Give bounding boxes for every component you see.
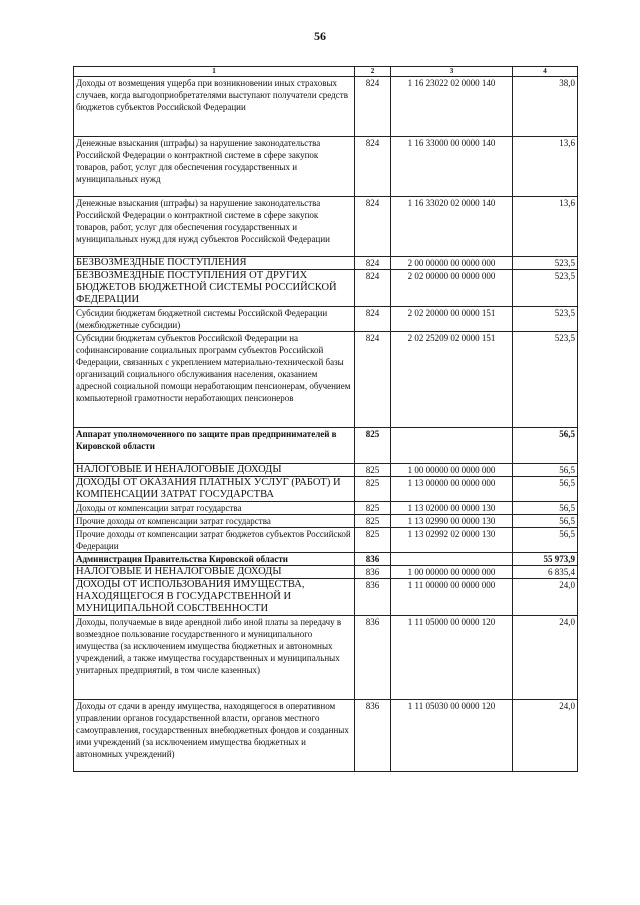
- admin-code-cell: 825: [355, 515, 391, 528]
- budget-code-cell: [391, 428, 513, 464]
- table-header-row: [74, 67, 578, 77]
- budget-code-cell: 1 16 23022 02 0000 140: [391, 77, 513, 137]
- amount-cell: 24,0: [513, 616, 578, 700]
- table-row: [74, 528, 578, 553]
- budget-code-cell: 1 16 33020 02 0000 140: [391, 197, 513, 257]
- budget-code-cell: 1 11 00000 00 0000 000: [391, 579, 513, 616]
- row-name-cell: НАЛОГОВЫЕ И НЕНАЛОГОВЫЕ ДОХОДЫ: [74, 464, 355, 477]
- table-row: [74, 502, 578, 515]
- table-row: [74, 566, 578, 579]
- admin-code-cell: 825: [355, 528, 391, 553]
- header-cell: 3: [391, 67, 513, 77]
- row-name-cell: Доходы, получаемые в виде арендной либо иной платы за передачу в возмездное пользование государственного и муниципального имущества (за исключением имущества бюджетных и автономных учреждений, а также имущества государственных и муниципальных унитарных предприятий, в том числе казенных): [74, 616, 355, 700]
- row-name-cell: Доходы от сдачи в аренду имущества, находящегося в оперативном управлении органов государственной власти, органов местного самоуправления, государственных внебюджетных фондов и созданных ими учреждений (за исключением имущества бюджетных и автономных учреждений): [74, 700, 355, 772]
- amount-cell: 55 973,9: [513, 553, 578, 566]
- budget-code-cell: 2 02 20000 00 0000 151: [391, 307, 513, 332]
- row-name-cell: Аппарат уполномоченного по защите прав предпринимателей в Кировской области: [74, 428, 355, 464]
- table-row: [74, 553, 578, 566]
- amount-cell: 56,5: [513, 477, 578, 502]
- admin-code-cell: 825: [355, 428, 391, 464]
- row-name-cell: Денежные взыскания (штрафы) за нарушение законодательства Российской Федерации о контрактной системе в сфере закупок товаров, работ, услуг для обеспечения государственных и муниципальных нужд: [74, 137, 355, 197]
- admin-code-cell: 825: [355, 502, 391, 515]
- page-number: 56: [314, 29, 326, 43]
- row-name-cell: Денежные взыскания (штрафы) за нарушение законодательства Российской Федерации о контрактной системе в сфере закупок товаров, работ, услуг для обеспечения государственных и муниципальных нужд для нужд субъектов Российской Федерации: [74, 197, 355, 257]
- amount-cell: 56,5: [513, 515, 578, 528]
- header-cell: 1: [74, 67, 355, 77]
- table-row: [74, 464, 578, 477]
- table-row: [74, 616, 578, 700]
- row-name-cell: Администрация Правительства Кировской области: [74, 553, 355, 566]
- revenue-table: [73, 66, 578, 772]
- table-row: [74, 197, 578, 257]
- amount-cell: 24,0: [513, 579, 578, 616]
- budget-code-cell: 1 13 02000 00 0000 130: [391, 502, 513, 515]
- budget-code-cell: 2 02 00000 00 0000 000: [391, 270, 513, 307]
- table-row: [74, 307, 578, 332]
- row-name-cell: БЕЗВОЗМЕЗДНЫЕ ПОСТУПЛЕНИЯ ОТ ДРУГИХ БЮДЖЕТОВ БЮДЖЕТНОЙ СИСТЕМЫ РОССИЙСКОЙ ФЕДЕРАЦИИ: [74, 270, 355, 307]
- row-name-cell: Доходы от возмещения ущерба при возникновении иных страховых случаев, когда выгодоприобретателями выступают получатели средств бюджетов субъектов Российской Федерации: [74, 77, 355, 137]
- table-row: [74, 477, 578, 502]
- table-row: [74, 270, 578, 307]
- admin-code-cell: 824: [355, 77, 391, 137]
- admin-code-cell: 824: [355, 197, 391, 257]
- table-row: [74, 579, 578, 616]
- row-name-cell: Субсидии бюджетам субъектов Российской Федерации на софинансирование социальных программ субъектов Российской Федерации, связанных с укреплением материально-технической базы организаций социального обслуживания населения, оказанием адресной социальной помощи неработающим пенсионерам, обучением компьютерной грамотности неработающих пенсионеров: [74, 332, 355, 428]
- amount-cell: 38,0: [513, 77, 578, 137]
- admin-code-cell: 824: [355, 137, 391, 197]
- amount-cell: 523,5: [513, 332, 578, 428]
- budget-code-cell: [391, 553, 513, 566]
- admin-code-cell: 825: [355, 464, 391, 477]
- row-name-cell: Доходы от компенсации затрат государства: [74, 502, 355, 515]
- amount-cell: 13,6: [513, 137, 578, 197]
- amount-cell: 56,5: [513, 428, 578, 464]
- table-row: [74, 77, 578, 137]
- table-row: [74, 257, 578, 270]
- budget-code-cell: 1 16 33000 00 0000 140: [391, 137, 513, 197]
- budget-code-cell: 1 11 05000 00 0000 120: [391, 616, 513, 700]
- admin-code-cell: 824: [355, 307, 391, 332]
- budget-code-cell: 1 00 00000 00 0000 000: [391, 464, 513, 477]
- row-name-cell: Прочие доходы от компенсации затрат государства: [74, 515, 355, 528]
- row-name-cell: ДОХОДЫ ОТ ОКАЗАНИЯ ПЛАТНЫХ УСЛУГ (РАБОТ) И КОМПЕНСАЦИИ ЗАТРАТ ГОСУДАРСТВА: [74, 477, 355, 502]
- row-name-cell: Субсидии бюджетам бюджетной системы Российской Федерации (межбюджетные субсидии): [74, 307, 355, 332]
- amount-cell: 6 835,4: [513, 566, 578, 579]
- budget-code-cell: 1 11 05030 00 0000 120: [391, 700, 513, 772]
- budget-code-cell: 2 00 00000 00 0000 000: [391, 257, 513, 270]
- amount-cell: 56,5: [513, 464, 578, 477]
- budget-code-cell: 1 13 00000 00 0000 000: [391, 477, 513, 502]
- table-row: [74, 515, 578, 528]
- amount-cell: 13,6: [513, 197, 578, 257]
- row-name-cell: НАЛОГОВЫЕ И НЕНАЛОГОВЫЕ ДОХОДЫ: [74, 566, 355, 579]
- admin-code-cell: 825: [355, 477, 391, 502]
- admin-code-cell: 824: [355, 270, 391, 307]
- table-row: [74, 428, 578, 464]
- admin-code-cell: 836: [355, 579, 391, 616]
- admin-code-cell: 824: [355, 332, 391, 428]
- table-row: [74, 137, 578, 197]
- amount-cell: 24,0: [513, 700, 578, 772]
- budget-code-cell: 1 13 02990 00 0000 130: [391, 515, 513, 528]
- admin-code-cell: 836: [355, 566, 391, 579]
- amount-cell: 523,5: [513, 257, 578, 270]
- row-name-cell: ДОХОДЫ ОТ ИСПОЛЬЗОВАНИЯ ИМУЩЕСТВА, НАХОДЯЩЕГОСЯ В ГОСУДАРСТВЕННОЙ И МУНИЦИПАЛЬНОЙ СОБСТВЕННОСТИ: [74, 579, 355, 616]
- table-row: [74, 332, 578, 428]
- header-cell: 2: [355, 67, 391, 77]
- amount-cell: 56,5: [513, 528, 578, 553]
- row-name-cell: Прочие доходы от компенсации затрат бюджетов субъектов Российской Федерации: [74, 528, 355, 553]
- header-cell: 4: [513, 67, 578, 77]
- admin-code-cell: 836: [355, 700, 391, 772]
- amount-cell: 56,5: [513, 502, 578, 515]
- budget-code-cell: 1 13 02992 02 0000 130: [391, 528, 513, 553]
- row-name-cell: БЕЗВОЗМЕЗДНЫЕ ПОСТУПЛЕНИЯ: [74, 257, 355, 270]
- admin-code-cell: 836: [355, 616, 391, 700]
- table-row: [74, 700, 578, 772]
- admin-code-cell: 824: [355, 257, 391, 270]
- budget-code-cell: 2 02 25209 02 0000 151: [391, 332, 513, 428]
- amount-cell: 523,5: [513, 307, 578, 332]
- amount-cell: 523,5: [513, 270, 578, 307]
- admin-code-cell: 836: [355, 553, 391, 566]
- budget-code-cell: 1 00 00000 00 0000 000: [391, 566, 513, 579]
